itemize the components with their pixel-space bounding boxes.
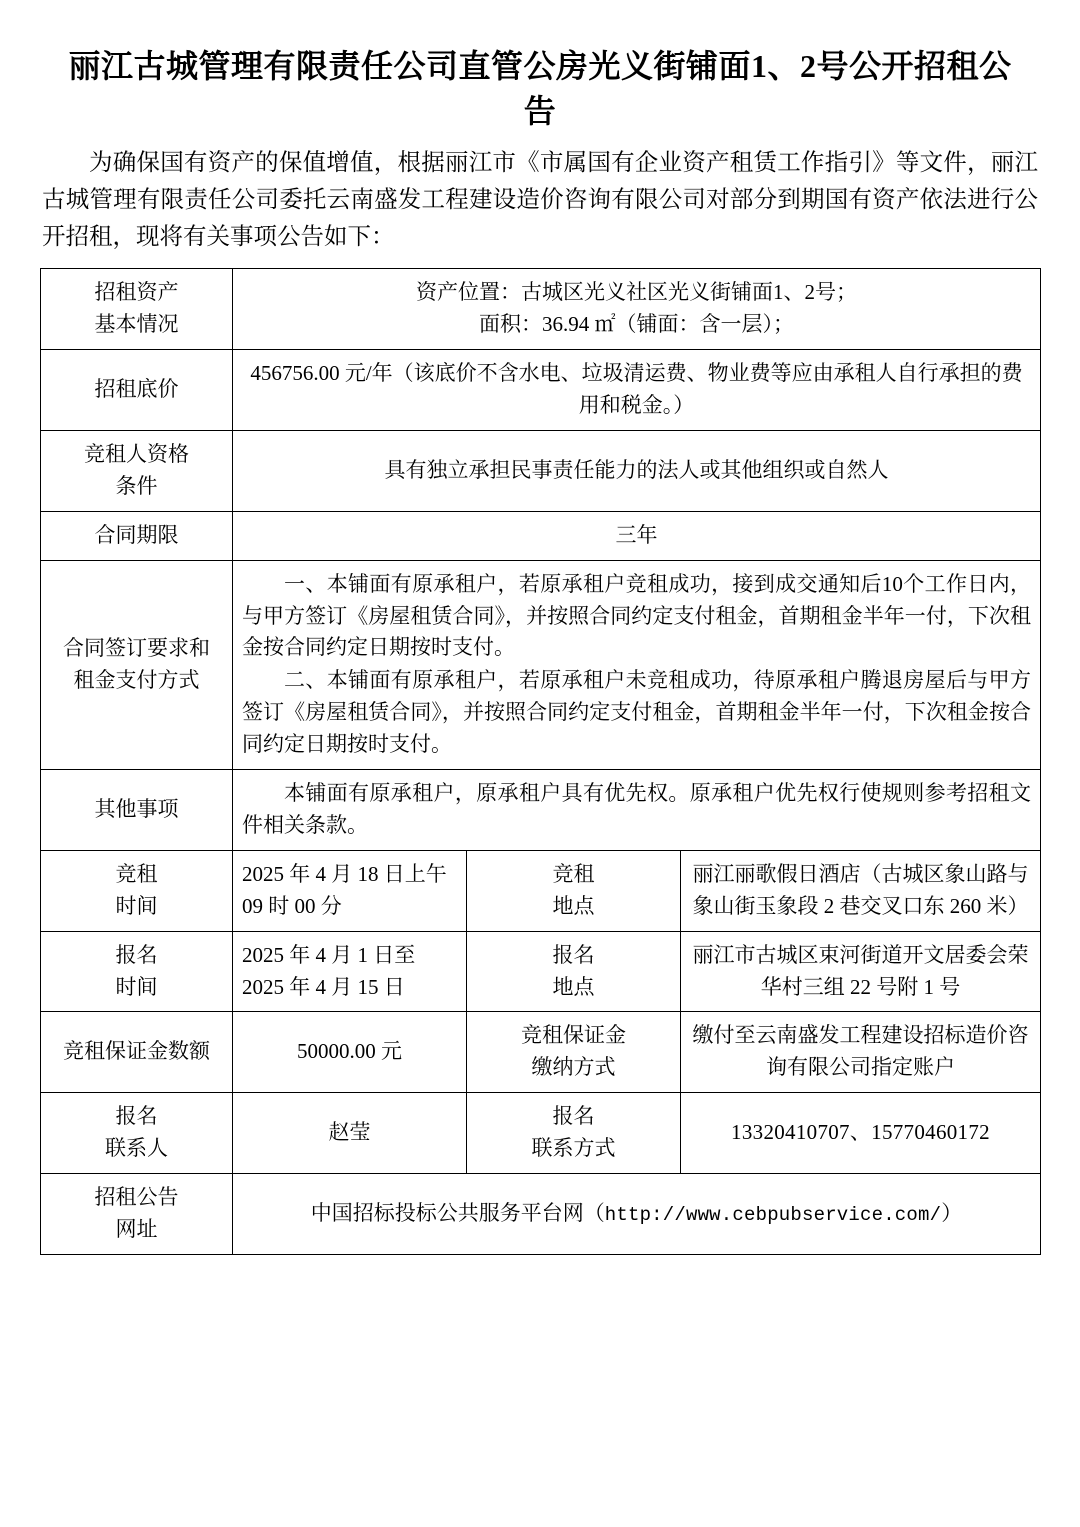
signup-time-label-line1: 报名 [115, 942, 158, 967]
row-value-asset-info [233, 269, 1041, 350]
row-label-deposit-amount: 竞租保证金数额 [41, 1012, 233, 1093]
asset-area: 面积：36.94 ㎡（铺面：含一层）； [479, 312, 794, 337]
announcement-url-link[interactable]: http://www.cebpubservice.com/ [604, 1204, 942, 1227]
row-label-asset-info [41, 269, 233, 350]
row-value-other-matters [233, 770, 1041, 851]
row-value-bid-time: 2025 年 4 月 18 日上午 09 时 00 分 [233, 850, 467, 931]
announcement-url-label-line2: 网址 [115, 1217, 158, 1241]
signup-time-label-line2: 时间 [115, 974, 158, 999]
bid-place-label-line1: 竞租 [552, 861, 595, 886]
contact-person-label-line1: 报名 [115, 1104, 158, 1129]
table-row-signing-payment [41, 560, 1041, 769]
signing-payment-para-1: 一、本铺面有原承租户，若原承租户竞租成功，接到成交通知后10个工作日内，与甲方签订《房屋租赁合同》，并按照合同约定支付租金，首期租金半年一付，下次租金按合同约定日期按时支付。 [242, 571, 1032, 660]
page-title: 丽江古城管理有限责任公司直管公房光义街铺面1、2号公开招租公告 [68, 48, 1012, 130]
row-value-bid-place: 丽江丽歌假日酒店（古城区象山路与象山街玉象段 2 巷交叉口东 260 米） [681, 850, 1041, 931]
row-value-signing-payment [233, 560, 1041, 769]
row-label-signup-place [467, 931, 681, 1012]
qualification-label-line1: 竞租人资格 [84, 441, 189, 466]
row-label-contact-person [41, 1093, 233, 1174]
asset-location: 资产位置：古城区光义社区光义街铺面1、2号； [416, 280, 857, 305]
row-label-deposit-method [467, 1012, 681, 1093]
row-value-contract-term: 三年 [233, 511, 1041, 560]
bid-time-label-line2: 时间 [115, 893, 158, 918]
row-value-qualification: 具有独立承担民事责任能力的法人或其他组织或自然人 [233, 430, 1041, 511]
table-row-contact [41, 1093, 1041, 1174]
deposit-method-label-line2: 缴纳方式 [531, 1055, 616, 1080]
announcement-url-label-line1: 招租公告 [94, 1185, 179, 1210]
row-label-base-price: 招租底价 [41, 350, 233, 431]
asset-info-label-line2: 基本情况 [94, 312, 179, 337]
bid-time-label-line1: 竞租 [115, 861, 158, 886]
row-value-contact-person: 赵莹 [233, 1093, 467, 1174]
table-row-deposit [41, 1012, 1041, 1093]
signing-payment-label-line1: 合同签订要求和 [63, 635, 210, 660]
signup-place-label-line1: 报名 [552, 942, 595, 967]
table-row-base-price [41, 350, 1041, 431]
qualification-label-line2: 条件 [115, 473, 158, 498]
row-label-contact-method [467, 1093, 681, 1174]
row-label-bid-place [467, 850, 681, 931]
row-value-announcement-url [233, 1174, 1041, 1255]
table-row-other-matters [41, 770, 1041, 851]
row-label-signup-time [41, 931, 233, 1012]
intro-paragraph: 为确保国有资产的保值增值，根据丽江市《市属国有企业资产租赁工作指引》等文件，丽江古城管理有限责任公司委托云南盛发工程建设造价咨询有限公司对部分到期国有资产依法进行公开招租，现将有关事项公告如下： [42, 149, 1038, 251]
row-label-qualification [41, 430, 233, 511]
row-label-announcement-url [41, 1174, 233, 1255]
row-value-signup-time: 2025 年 4 月 1 日至 2025 年 4 月 15 日 [233, 931, 467, 1012]
table-row-asset-info [41, 269, 1041, 350]
row-value-deposit-amount: 50000.00 元 [233, 1012, 467, 1093]
row-label-contract-term: 合同期限 [41, 511, 233, 560]
table-row-announcement-url [41, 1174, 1041, 1255]
table-row-bid-time-place [41, 850, 1041, 931]
row-value-contact-method: 13320410707、15770460172 [681, 1093, 1041, 1174]
signing-payment-para-2: 二、本铺面有原承租户，若原承租户未竞租成功，待原承租户腾退房屋后与甲方签订《房屋租赁合同》，并按照合同约定支付租金，首期租金半年一付，下次租金按合同约定日期按时支付。 [242, 668, 1032, 757]
signup-place-label-line2: 地点 [552, 974, 595, 999]
table-row-qualification [41, 430, 1041, 511]
table-row-contract-term [41, 511, 1041, 560]
bid-place-label-line2: 地点 [552, 893, 595, 918]
asset-info-label-line1: 招租资产 [94, 280, 179, 305]
row-label-other-matters: 其他事项 [41, 770, 233, 851]
row-value-signup-place: 丽江市古城区束河街道开文居委会荣华村三组 22 号附 1 号 [681, 931, 1041, 1012]
signing-payment-label-line2: 租金支付方式 [73, 667, 200, 692]
table-row-signup-time-place [41, 931, 1041, 1012]
announcement-url-prefix: 中国招标投标公共服务平台网（ [310, 1201, 605, 1226]
other-matters-text: 本铺面有原承租户，原承租户具有优先权。原承租户优先权行使规则参考招租文件相关条款。 [242, 781, 1032, 837]
row-value-base-price: 456756.00 元/年（该底价不含水电、垃圾清运费、物业费等应由承租人自行承担的费用和税金。） [233, 350, 1041, 431]
deposit-method-label-line1: 竞租保证金 [521, 1023, 626, 1048]
contact-method-label-line2: 联系方式 [531, 1136, 616, 1161]
row-label-signing-payment [41, 560, 233, 769]
contact-method-label-line1: 报名 [552, 1104, 595, 1129]
announcement-url-suffix: ） [941, 1201, 963, 1226]
contact-person-label-line2: 联系人 [105, 1136, 168, 1161]
row-value-deposit-method: 缴付至云南盛发工程建设招标造价咨询有限公司指定账户 [681, 1012, 1041, 1093]
announcement-table [40, 268, 1041, 1255]
row-label-bid-time [41, 850, 233, 931]
